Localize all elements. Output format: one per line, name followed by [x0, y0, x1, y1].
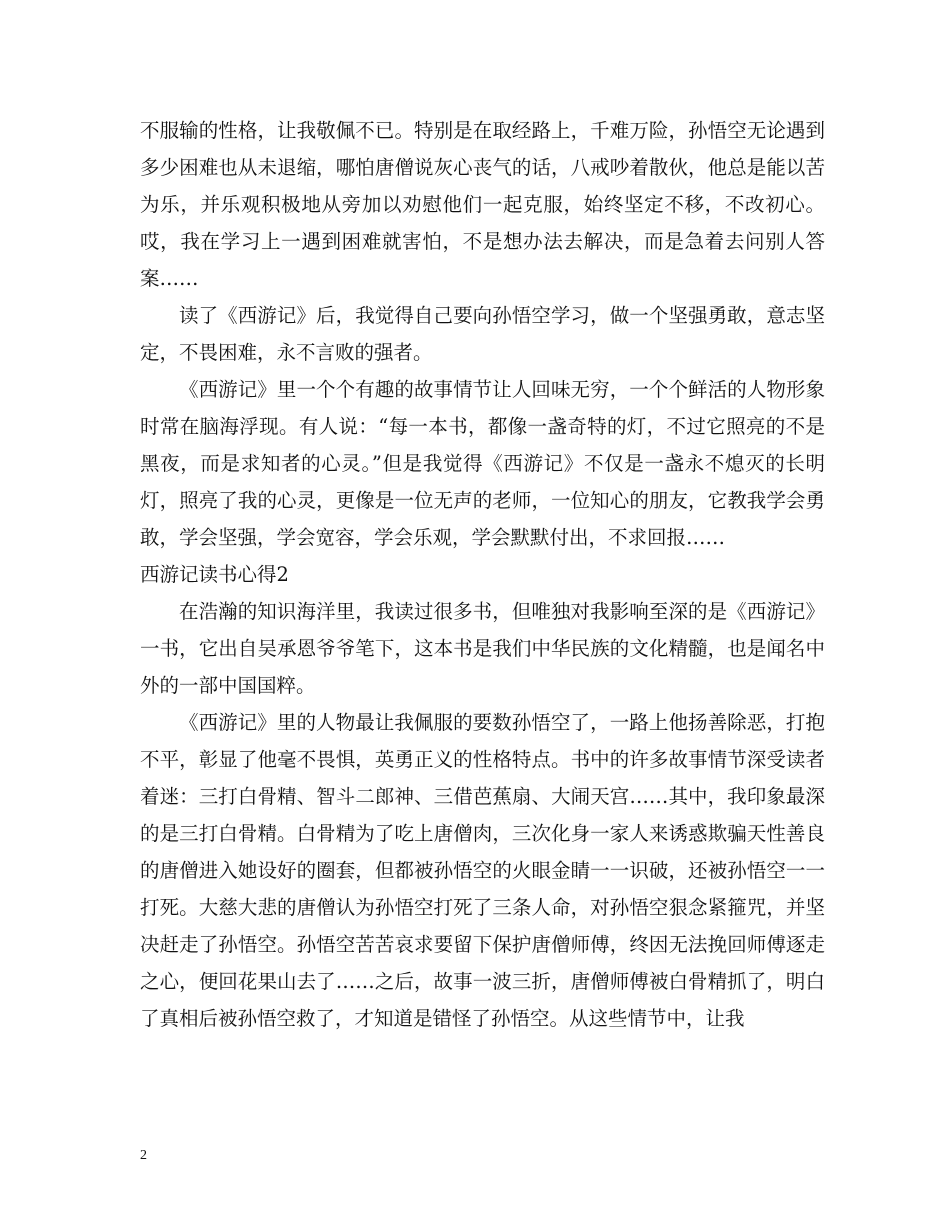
page-number: 2 — [140, 1148, 147, 1163]
paragraph-4: 在浩瀚的知识海洋里，我读过很多书，但唯独对我影响至深的是《西游记》一书，它出自吴承恩爷爷笔下，这本书是我们中华民族的文化精髓，也是闻名中外的一部中国国粹。 — [140, 600, 825, 697]
paragraph-2: 读了《西游记》后，我觉得自己要向孙悟空学习，做一个坚强勇敢，意志坚定，不畏困难，永不言败的强者。 — [140, 304, 825, 364]
paragraph-3: 《西游记》里一个个有趣的故事情节让人回味无穷，一个个鲜活的人物形象时常在脑海浮现。有人说：“每一本书，都像一盏奇特的灯，不过它照亮的不是黑夜，而是求知者的心灵。”但是我觉得《西游记》不仅是一盏永不熄灭的长明灯，照亮了我的心灵，更像是一位无声的老师，一位知心的朋友，它教我学会勇敢，学会坚强，学会宽容，学会乐观，学会默默付出，不求回报…… — [140, 378, 825, 549]
document-body — [140, 112, 825, 1037]
section-heading: 西游记读书心得2 — [140, 563, 289, 586]
paragraph-1: 不服输的性格，让我敬佩不已。特别是在取经路上，千难万险，孙悟空无论遇到多少困难也从未退缩，哪怕唐僧说灰心丧气的话，八戒吵着散伙，他总是能以苦为乐，并乐观积极地从旁加以劝慰他们一起克服，始终坚定不移，不改初心。哎，我在学习上一遇到困难就害怕，不是想办法去解决，而是急着去问别人答案…… — [140, 119, 825, 290]
paragraph-5: 《西游记》里的人物最让我佩服的要数孙悟空了，一路上他扬善除恶，打抱不平，彰显了他毫不畏惧，英勇正义的性格特点。书中的许多故事情节深受读者着迷：三打白骨精、智斗二郎神、三借芭蕉扇、大闹天宫……其中，我印象最深的是三打白骨精。白骨精为了吃上唐僧肉，三次化身一家人来诱惑欺骗天性善良的唐僧进入她设好的圈套，但都被孙悟空的火眼金睛一一识破，还被孙悟空一一打死。大慈大悲的唐僧认为孙悟空打死了三条人命，对孙悟空狠念紧箍咒，并坚决赶走了孙悟空。孙悟空苦苦哀求要留下保护唐僧师傅，终因无法挽回师傅逐走之心，便回花果山去了……之后，故事一波三折，唐僧师傅被白骨精抓了，明白了真相后被孙悟空救了，才知道是错怪了孙悟空。从这些情节中，让我 — [140, 711, 825, 1030]
